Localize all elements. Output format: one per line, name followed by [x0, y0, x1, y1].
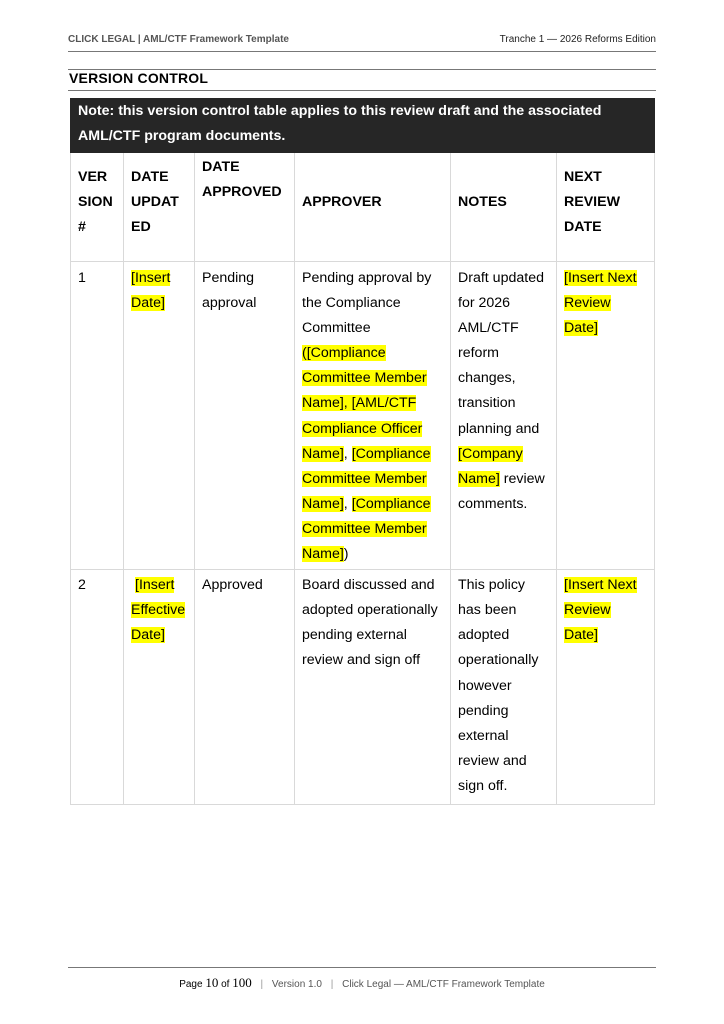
header-text: NEXT	[564, 169, 602, 185]
cell-text: for 2026	[458, 295, 511, 312]
section-title: VERSION CONTROL	[69, 70, 209, 86]
cell-text: Approved	[202, 577, 263, 594]
placeholder-highlight: Name]	[302, 445, 344, 462]
cell-text: pending	[458, 702, 509, 719]
table-note-line-2: AML/CTF program documents.	[78, 128, 286, 144]
table-row	[71, 570, 655, 805]
version-control-table	[70, 98, 655, 805]
cell-text: Draft updated	[458, 270, 544, 286]
header-text: DATE	[202, 159, 240, 175]
cell-text: comments.	[458, 495, 528, 512]
cell-text: Pending approval by	[302, 270, 432, 286]
cell-notes	[451, 570, 557, 805]
col-header-approver	[295, 153, 451, 262]
page-label: Page	[179, 979, 203, 990]
cell-text: pending external	[302, 627, 407, 644]
header-text: UPDAT	[131, 194, 179, 211]
placeholder-highlight: Committee Member	[302, 520, 427, 537]
col-header-date-approved	[195, 153, 295, 262]
table-row	[71, 262, 655, 570]
placeholder-highlight: Date]	[564, 627, 598, 644]
cell-text: 2	[78, 577, 86, 594]
table-header-row	[71, 153, 655, 262]
cell-text: external	[458, 727, 509, 744]
cell-date-updated	[124, 570, 195, 805]
cell-text: operationally	[458, 652, 539, 669]
cell-text: sign off.	[458, 777, 508, 794]
cell-text: ,	[343, 445, 352, 462]
page-number: 10	[205, 975, 219, 990]
cell-text: however	[458, 677, 512, 694]
header-left-text: CLICK LEGAL | AML/CTF Framework Template	[68, 34, 289, 45]
page-header	[68, 34, 656, 48]
col-header-notes	[451, 153, 557, 262]
col-header-date-updated	[124, 153, 195, 262]
cell-date-updated	[124, 262, 195, 570]
placeholder-highlight: Date]	[131, 627, 165, 644]
header-text: DATE	[564, 219, 602, 236]
placeholder-highlight: [Insert Next	[564, 577, 637, 594]
cell-text: transition	[458, 395, 516, 412]
cell-next-review-date	[557, 570, 655, 805]
placeholder-highlight: [Insert	[135, 577, 175, 594]
cell-version	[71, 570, 124, 805]
placeholder-highlight: Date]	[564, 320, 598, 337]
placeholder-highlight: Committee Member	[302, 470, 427, 487]
cell-approver	[295, 570, 451, 805]
cell-text: ,	[343, 495, 352, 512]
placeholder-highlight: Date]	[131, 295, 165, 312]
header-text: APPROVED	[202, 184, 282, 201]
cell-text: Committee	[302, 320, 371, 337]
table-note	[71, 99, 655, 153]
placeholder-highlight: [Compliance	[351, 495, 431, 512]
placeholder-highlight: Effective	[131, 602, 186, 619]
header-text: APPROVER	[302, 194, 382, 210]
col-header-next-review-date	[557, 153, 655, 262]
header-text: DATE	[131, 169, 169, 185]
cell-text: Board discussed and	[302, 577, 435, 594]
page-total: 100	[232, 975, 252, 990]
footer-rule	[68, 967, 656, 968]
header-rule	[68, 51, 656, 52]
cell-text: review and	[458, 752, 527, 769]
header-text: REVIEW	[564, 194, 620, 211]
cell-text: AML/CTF	[458, 320, 519, 337]
header-text: ED	[131, 219, 151, 236]
cell-text: the Compliance	[302, 295, 401, 312]
footer-separator: |	[330, 979, 334, 990]
cell-date-approved	[195, 262, 295, 570]
cell-text: )	[343, 546, 349, 563]
table-note-line-1: Note: this version control table applies to this review draft and the associated	[78, 103, 602, 119]
cell-text: review and sign off	[302, 652, 421, 669]
cell-text: approval	[202, 295, 257, 312]
placeholder-highlight: Name]	[458, 470, 500, 487]
header-text: #	[78, 219, 86, 236]
header-text: NOTES	[458, 194, 507, 210]
placeholder-highlight: [Compliance	[351, 445, 431, 462]
cell-text: reform	[458, 345, 499, 362]
header-right-text: Tranche 1 — 2026 Reforms Edition	[499, 34, 656, 45]
cell-text: planning and	[458, 420, 540, 437]
placeholder-highlight: Review	[564, 295, 611, 312]
cell-text: Pending	[202, 270, 255, 286]
placeholder-highlight: ([Compliance	[302, 345, 386, 362]
cell-text: This policy	[458, 577, 526, 594]
header-text: VER	[78, 169, 108, 185]
of-label: of	[221, 979, 230, 990]
footer-document: Click Legal — AML/CTF Framework Template	[342, 979, 545, 990]
placeholder-highlight: Name], [AML/CTF	[302, 395, 417, 412]
section-bottom-rule	[68, 90, 656, 91]
placeholder-highlight: [Insert Next	[564, 270, 637, 286]
placeholder-highlight: [Company	[458, 445, 523, 462]
cell-text: review	[499, 470, 545, 487]
cell-notes	[451, 262, 557, 570]
col-header-version	[71, 153, 124, 262]
header-text: SION	[78, 194, 113, 211]
cell-text: 1	[78, 270, 86, 286]
footer-version: Version 1.0	[271, 979, 322, 990]
cell-text: changes,	[458, 370, 516, 387]
cell-text: adopted operationally	[302, 602, 438, 619]
cell-approver	[295, 262, 451, 570]
cell-next-review-date	[557, 262, 655, 570]
placeholder-highlight: Committee Member	[302, 370, 427, 387]
cell-text: adopted	[458, 627, 510, 644]
cell-date-approved	[195, 570, 295, 805]
placeholder-highlight: Name]	[302, 495, 344, 512]
placeholder-highlight: Name]	[302, 546, 344, 563]
table-note-row	[71, 99, 655, 153]
cell-text: has been	[458, 602, 517, 619]
placeholder-highlight: [Insert	[131, 270, 171, 286]
footer-separator: |	[260, 979, 264, 990]
placeholder-highlight: Review	[564, 602, 611, 619]
page-footer	[0, 975, 724, 991]
placeholder-highlight: Compliance Officer	[302, 420, 423, 437]
cell-version	[71, 262, 124, 570]
